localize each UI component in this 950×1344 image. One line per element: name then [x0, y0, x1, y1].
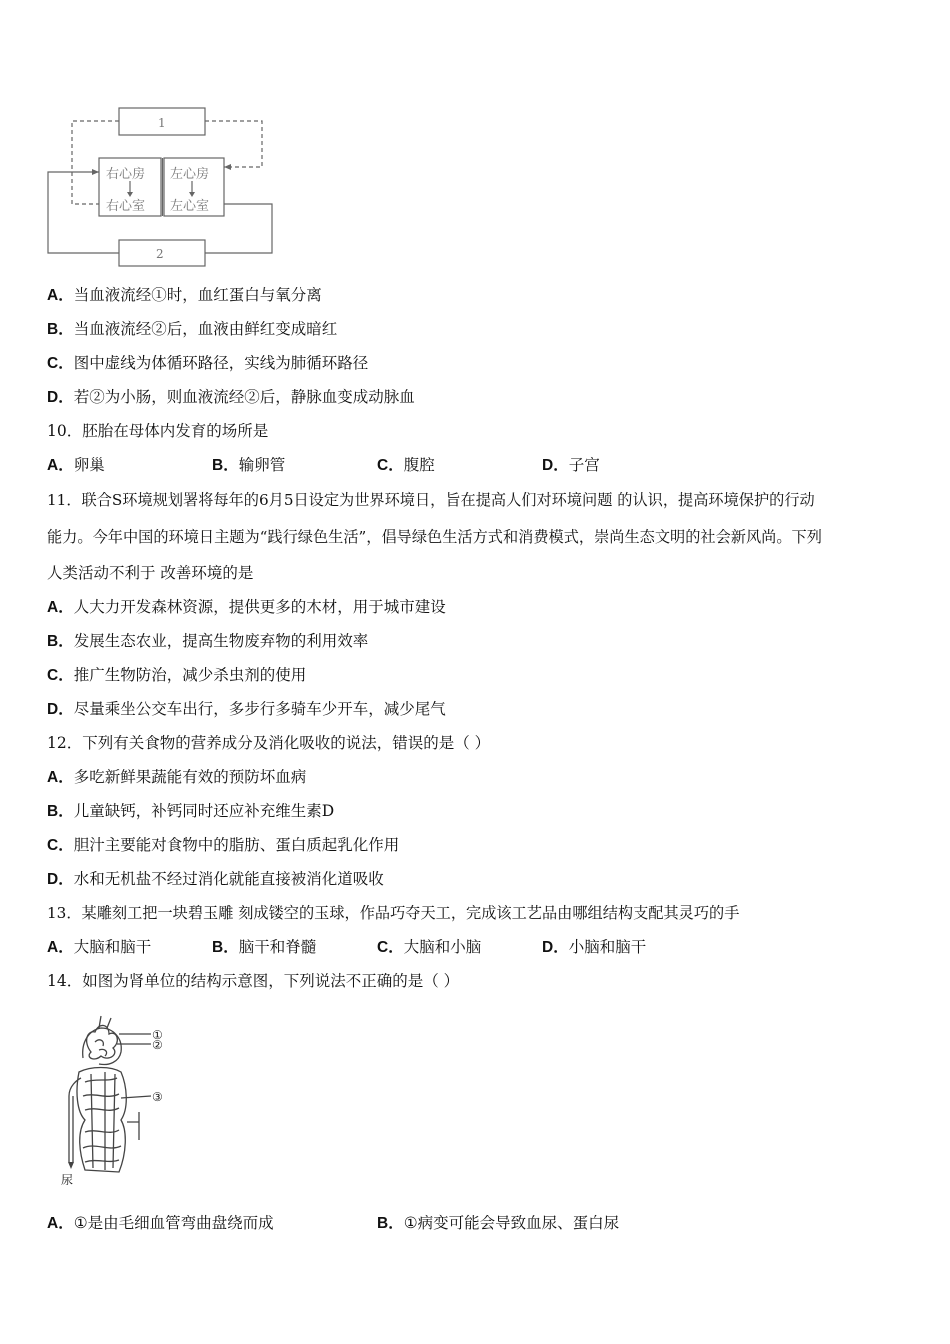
q10-option-d: D．子宫 — [542, 456, 600, 474]
q13-option-c: C．大脑和小脑 — [377, 938, 482, 956]
q14-option-a: A．①是由毛细血管弯曲盘绕而成 — [47, 1214, 274, 1232]
q12-stem: 12．下列有关食物的营养成分及消化吸收的说法，错误的是（ ） — [47, 734, 491, 752]
q10-option-b: B．输卵管 — [212, 456, 286, 474]
left-atrium-label: 左心房 — [170, 167, 210, 182]
nephron-label-3: ③ — [152, 1090, 163, 1104]
circulation-diagram — [40, 100, 280, 270]
q12-option-b: B．儿童缺钙，补钙同时还应补充维生素D — [47, 802, 335, 820]
q9-option-d: D．若②为小肠，则血液流经②后，静脉血变成动脉血 — [47, 388, 415, 406]
q13-stem: 13．某雕刻工把一块碧玉雕 刻成镂空的玉球，作品巧夺天工，完成该工艺品由哪组结构支配其灵巧的手 — [47, 904, 740, 922]
q12-option-a: A．多吃新鲜果蔬能有效的预防坏血病 — [47, 768, 307, 786]
right-ventricle-label: 右心室 — [106, 199, 146, 214]
right-atrium-label: 右心房 — [106, 167, 146, 182]
q13-option-a: A．大脑和脑干 — [47, 938, 152, 956]
nephron-diagram — [55, 1012, 185, 1192]
q12-option-c: C．胆汁主要能对食物中的脂肪、蛋白质起乳化作用 — [47, 836, 400, 854]
q11-stem-line-1: 11．联合S环境规划署将每年的6月5日设定为世界环境日，旨在提高人们对环境问题 的认识，提高环境保护的行动 — [47, 491, 815, 509]
q10-option-c: C．腹腔 — [377, 456, 435, 474]
q11-stem-line-3: 人类活动不利于 改善环境的是 — [47, 564, 254, 582]
nephron-label-2: ② — [152, 1038, 163, 1052]
q11-option-b: B．发展生态农业，提高生物废弃物的利用效率 — [47, 632, 369, 650]
q11-option-a: A．人大力开发森林资源，提供更多的木材，用于城市建设 — [47, 598, 446, 616]
q10-option-a: A．卵巢 — [47, 456, 105, 474]
q13-option-d: D．小脑和脑干 — [542, 938, 647, 956]
q14-stem: 14．如图为肾单位的结构示意图，下列说法不正确的是（ ） — [47, 972, 460, 990]
left-ventricle-label: 左心室 — [170, 199, 210, 214]
nephron-label-1: ① — [152, 1028, 163, 1042]
q11-option-c: C．推广生物防治，减少杀虫剂的使用 — [47, 666, 307, 684]
q12-option-d: D．水和无机盐不经过消化就能直接被消化道吸收 — [47, 870, 384, 888]
q9-option-a: A．当血液流经①时，血红蛋白与氧分离 — [47, 286, 322, 304]
q14-option-b: B．①病变可能会导致血尿、蛋白尿 — [377, 1214, 620, 1232]
q11-option-d: D．尽量乘坐公交车出行，多步行多骑车少开车，减少尾气 — [47, 700, 446, 718]
box-1-label: 1 — [158, 116, 166, 130]
nephron-label-urine: 尿 — [61, 1173, 74, 1187]
q13-option-b: B．脑干和脊髓 — [212, 938, 317, 956]
q9-option-b: B．当血液流经②后，血液由鲜红变成暗红 — [47, 320, 338, 338]
q10-stem: 10．胚胎在母体内发育的场所是 — [47, 422, 269, 440]
q11-stem-line-2: 能力。今年中国的环境日主题为“践行绿色生活”，倡导绿色生活方式和消费模式，崇尚生态文明的社会新风尚。下列 — [47, 528, 822, 546]
box-2-label: 2 — [156, 247, 164, 261]
q9-option-c: C．图中虚线为体循环路径，实线为肺循环路径 — [47, 354, 369, 372]
